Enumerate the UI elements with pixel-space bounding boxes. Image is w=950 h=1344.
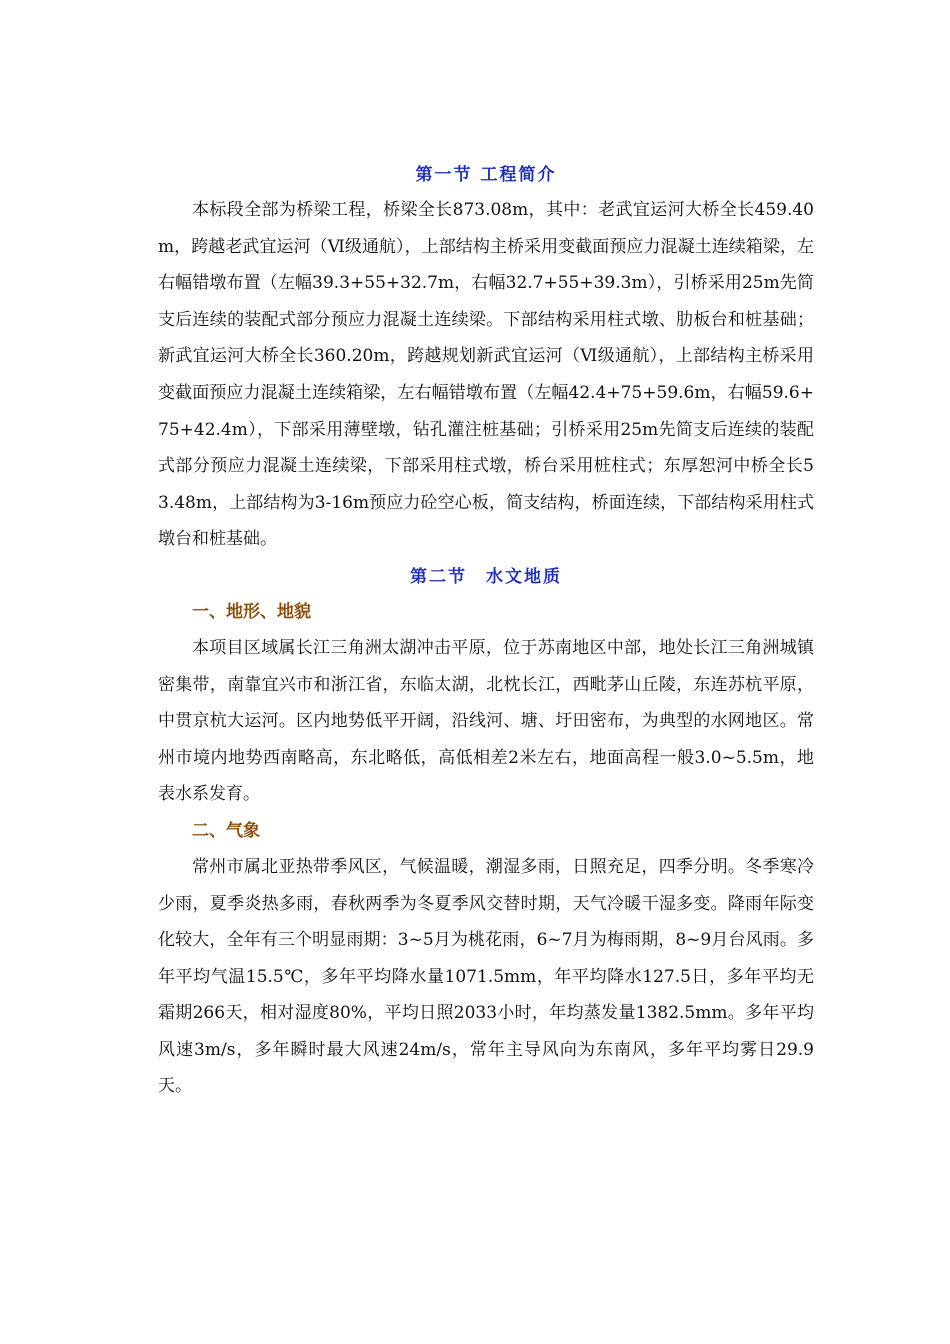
section-1-paragraph: 本标段全部为桥梁工程，桥梁全长873.08m，其中：老武宜运河大桥全长459.40m，跨越老武宜运河（Ⅵ级通航），上部结构主桥采用变截面预应力混凝土连续箱梁，左右幅错墩布置（左幅39.3+55+32.7m，右幅32.7+55+39.3m），引桥采用25m先简支后连续的装配式部分预应力混凝土连续梁。下部结构采用柱式墩、肋板台和桩基础；新武宜运河大桥全长360.20m，跨越规划新武宜运河（Ⅵ级通航），上部结构主桥采用变截面预应力混凝土连续箱梁，左右幅错墩布置（左幅42.4+75+59.6m，右幅59.6+75+42.4m），下部采用薄壁墩，钻孔灌注桩基础；引桥采用25m先简支后连续的装配式部分预应力混凝土连续梁，下部采用柱式墩，桥台采用桩柱式；东厚恕河中桥全长53.48m，上部结构为3-16m预应力砼空心板，简支结构，桥面连续，下部结构采用柱式墩台和桩基础。: [158, 200, 814, 550]
subsection-terrain-heading: 一、地形、地貌: [192, 601, 311, 622]
document-page: [158, 160, 814, 1105]
subsection-terrain-paragraph: 本项目区域属长江三角洲太湖冲击平原，位于苏南地区中部，地处长江三角洲城镇密集带，南靠宜兴市和浙江省，东临太湖，北枕长江，西毗茅山丘陵，东连苏杭平原，中贯京杭大运河。区内地势低平开阔，沿线河、塘、圩田密布，为典型的水网地区。常州市境内地势西南略高，东北略低，高低相差2米左右，地面高程一般3.0~5.5m，地表水系发育。: [158, 637, 814, 805]
subsection-climate-heading: 二、气象: [192, 820, 260, 841]
subsection-climate-paragraph: 常州市属北亚热带季风区，气候温暖，潮湿多雨，日照充足，四季分明。冬季寒冷少雨，夏季炎热多雨，春秋两季为冬夏季风交替时期，天气冷暖干湿多变。降雨年际变化较大，全年有三个明显雨期：3~5月为桃花雨，6~7月为梅雨期，8~9月台风雨。多年平均气温15.5℃，多年平均降水量1071.5mm，年平均降水127.5日，多年平均无霜期266天，相对湿度80%，平均日照2033小时，年均蒸发量1382.5mm。多年平均风速3m/s，多年瞬时最大风速24m/s，常年主导风向为东南风，多年平均雾日29.9天。: [158, 856, 814, 1097]
section-2-title: 第二节 水文地质: [410, 566, 562, 587]
section-1-title: 第一节 工程简介: [415, 165, 557, 185]
